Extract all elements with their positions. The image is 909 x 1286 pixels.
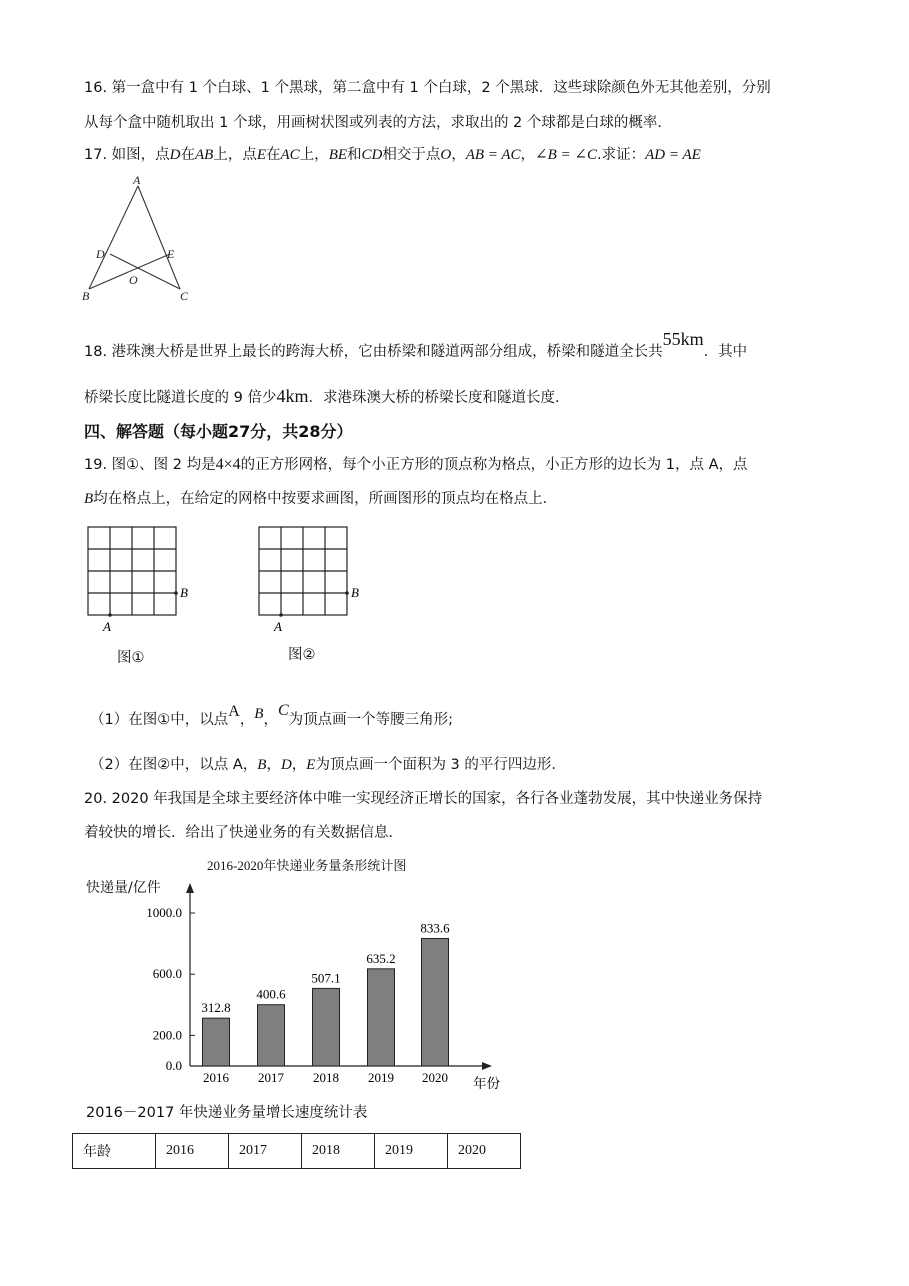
grid1-label-b: B [180, 585, 188, 600]
q16-line2: 从每个盒中随机取出 1 个球，用画树状图或列表的方法，求取出的 2 个球都是白球的概率． [84, 115, 672, 131]
q20-line1: 20. 2020 年我国是全球主要经济体中唯一实现经济正增长的国家，各行各业蓬勃发展，其中快递业务保持 [84, 791, 763, 807]
q19-line2 [84, 489, 557, 509]
q17-seg-be: BE [328, 147, 348, 163]
q19-part2 [90, 755, 566, 775]
q17-condition-2: ∠B = ∠C [535, 147, 597, 163]
q17-goal: AD = AE [645, 147, 701, 163]
fig-label-c: C [180, 289, 189, 303]
chart-title: 2016-2020年快递业务量条形统计图 [207, 858, 407, 873]
q17-prefix: 17. 如图，点 [84, 147, 170, 163]
x-tick-label: 2017 [258, 1070, 284, 1085]
fig-label-o: O [129, 273, 138, 287]
q17-text: 在 [266, 147, 281, 163]
q17-text: 在 [180, 147, 196, 163]
q18-difference: 4km [276, 386, 309, 406]
bar-value-label: 833.6 [420, 920, 450, 936]
grid2-label-a: A [274, 619, 282, 634]
q18-text: ．求港珠澳大桥的桥梁长度和隧道长度． [308, 390, 570, 406]
q18-total-length: 55km [662, 329, 704, 349]
q19-part2-text: （2）在图②中，以点 A， [90, 757, 258, 773]
q19-part2-text: ， [266, 757, 281, 773]
grid2-label-b: B [351, 585, 359, 600]
q17-text: .求证： [596, 147, 646, 163]
bar [422, 938, 449, 1066]
q17-triangle-figure [78, 172, 200, 306]
bar-value-label: 400.6 [256, 986, 286, 1002]
q17-point-o: O [440, 147, 452, 163]
q20-line2: 着较快的增长．给出了快递业务的有关数据信息． [84, 825, 403, 841]
table-header-cell: 年龄 [73, 1134, 156, 1169]
q18-line1 [84, 329, 748, 362]
table-year-cell: 2020 [448, 1134, 521, 1169]
x-tick-label: 2016 [203, 1070, 229, 1085]
q19-part2-point-d: D [280, 757, 292, 773]
grid1-label-a: A [103, 619, 111, 634]
bar-value-label: 635.2 [366, 950, 396, 966]
fig1-caption: 图① [117, 650, 145, 666]
q17-seg-ac: AC [280, 147, 300, 163]
x-tick-label: 2020 [422, 1070, 448, 1085]
q17-text: 相交于点 [382, 147, 441, 163]
bar [203, 1018, 230, 1066]
q19-grid-size: 4×4 [215, 456, 241, 473]
q17-text: 和 [347, 147, 362, 163]
q19-text: 19. 图①、图 2 均是 [84, 457, 216, 473]
q19-part1-point-a: A [228, 703, 240, 720]
q19-part1-text: ， [263, 712, 278, 728]
y-tick-label: 1000.0 [146, 905, 182, 920]
q19-point-b: B [84, 491, 94, 507]
q18-text: 桥梁长度比隧道长度的 9 倍少 [84, 390, 277, 406]
fig-label-d: D [96, 247, 105, 261]
table-year-cell: 2018 [302, 1134, 375, 1169]
growth-rate-table [72, 1133, 521, 1169]
q17-statement [84, 145, 701, 165]
y-tick-label: 0.0 [165, 1058, 182, 1073]
q18-text: ．其中 [703, 344, 748, 360]
q18-text: 18. 港珠澳大桥是世界上最长的跨海大桥，它由桥梁和隧道两部分组成，桥梁和隧道全长共 [84, 344, 663, 360]
q19-text: 均在格点上，在给定的网格中按要求画图，所画图形的顶点均在格点上． [93, 491, 558, 507]
q19-part2-text: 为顶点画一个面积为 3 的平行四边形． [315, 757, 566, 773]
q17-point-d: D [169, 147, 181, 163]
q19-part1-point-b: B [254, 706, 264, 722]
q17-text: ， [451, 147, 466, 163]
table-year-cell: 2019 [375, 1134, 448, 1169]
q17-point-e: E [256, 147, 267, 163]
q19-part1-text: （1）在图①中，以点 [90, 712, 229, 728]
q19-part2-text: ， [291, 757, 307, 773]
grid-figure-2 [251, 520, 381, 640]
bar [258, 1005, 285, 1066]
q19-part2-point-b: B [257, 757, 267, 773]
x-tick-label: 2019 [368, 1070, 394, 1085]
q19-line1 [84, 455, 748, 475]
q20-table-title: 2016－2017 年快递业务量增长速度统计表 [86, 1105, 368, 1121]
q19-part1-text: ， [239, 712, 255, 728]
table-year-cell: 2017 [229, 1134, 302, 1169]
bar-value-label: 507.1 [311, 970, 341, 986]
q18-line2 [84, 386, 569, 408]
x-axis-arrow-icon [482, 1062, 492, 1070]
chart-ylabel: 快递量/亿件 [86, 880, 161, 896]
q17-text: 上， [299, 147, 329, 163]
y-tick-label: 600.0 [152, 966, 182, 982]
q17-seg-cd: CD [361, 147, 383, 163]
express-volume-bar-chart [146, 880, 520, 1095]
y-tick-label: 200.0 [152, 1027, 182, 1043]
q17-text: 上，点 [213, 147, 257, 163]
fig2-caption: 图② [288, 647, 316, 663]
fig-label-e: E [167, 247, 175, 261]
fig-label-a: A [133, 173, 141, 187]
q19-part1-point-c: C [277, 702, 289, 719]
x-axis-label: 年份 [473, 1076, 500, 1091]
section-heading: 四、解答题（每小题27分，共28分） [84, 422, 353, 441]
table-year-cell: 2016 [156, 1134, 229, 1169]
bar [313, 988, 340, 1066]
q19-part2-point-e: E [306, 757, 316, 773]
q19-part1-text: 为顶点画一个等腰三角形; [288, 712, 454, 728]
bar [368, 969, 395, 1066]
q17-text: ， [520, 147, 536, 163]
y-axis-arrow-icon [186, 883, 194, 893]
q19-part1 [90, 702, 454, 730]
x-tick-label: 2018 [313, 1070, 339, 1085]
q16-line1: 16. 第一盒中有 1 个白球、1 个黑球，第二盒中有 1 个白球，2 个黑球．这些球除颜色外无其他差别，分别 [84, 80, 771, 96]
bar-value-label: 312.8 [201, 1000, 231, 1016]
grid-figure-1 [80, 520, 210, 640]
table-row [73, 1134, 521, 1169]
fig-label-b: B [82, 289, 90, 303]
q19-text: 的正方形网格，每个小正方形的顶点称为格点，小正方形的边长为 1，点 A，点 [240, 457, 748, 473]
q17-seg-ab: AB [195, 147, 214, 163]
q17-condition-1: AB = AC [465, 147, 521, 163]
